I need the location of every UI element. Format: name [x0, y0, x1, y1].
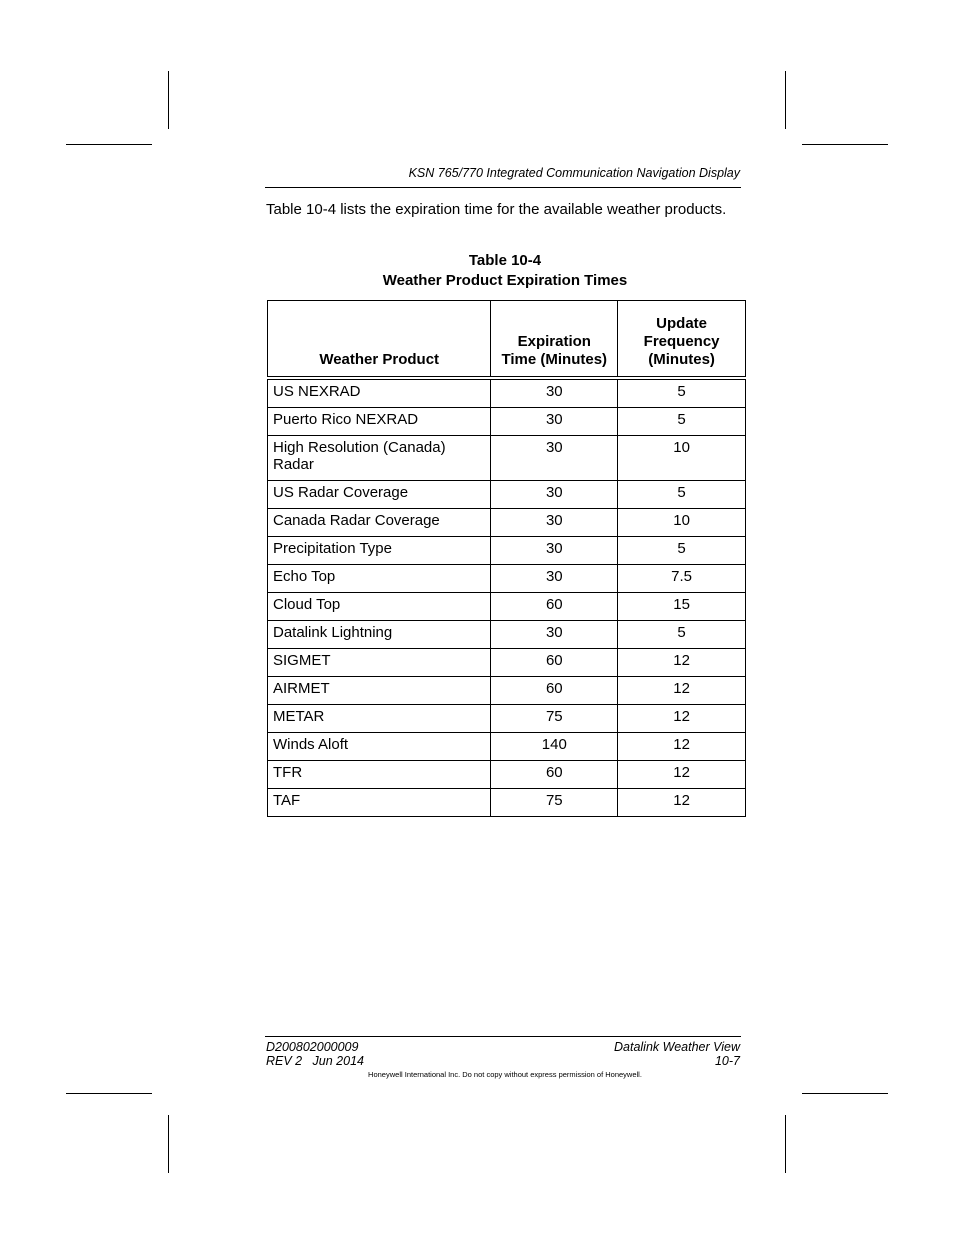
cell-update: 12 [618, 677, 746, 705]
cell-expiration: 30 [491, 378, 618, 408]
crop-mark-bottom-right-horizontal [802, 1093, 888, 1094]
cell-expiration: 30 [491, 509, 618, 537]
table-caption [266, 251, 744, 291]
cell-expiration: 60 [491, 677, 618, 705]
table-row [268, 436, 746, 481]
cell-update: 15 [618, 593, 746, 621]
cell-product: Echo Top [268, 565, 491, 593]
table-row [268, 565, 746, 593]
cell-expiration: 30 [491, 621, 618, 649]
footer-rule [265, 1036, 741, 1037]
table-row [268, 677, 746, 705]
cell-expiration: 60 [491, 761, 618, 789]
table-header-row [268, 301, 746, 379]
table-row [268, 761, 746, 789]
cell-product: Winds Aloft [268, 733, 491, 761]
table-row [268, 649, 746, 677]
cell-update: 12 [618, 761, 746, 789]
cell-update: 5 [618, 408, 746, 436]
header-update-frequency: Update Frequency (Minutes) [618, 301, 746, 379]
cell-update: 10 [618, 436, 746, 481]
table-row [268, 733, 746, 761]
cell-expiration: 60 [491, 649, 618, 677]
crop-mark-bottom-left-vertical [168, 1115, 169, 1173]
cell-expiration: 30 [491, 408, 618, 436]
header-expiration-time: Expiration Time (Minutes) [491, 301, 618, 379]
copyright-notice: Honeywell International Inc. Do not copy without express permission of Honeywell. [368, 1070, 642, 1079]
cell-update: 12 [618, 705, 746, 733]
crop-mark-bottom-left-horizontal [66, 1093, 152, 1094]
cell-product: US Radar Coverage [268, 481, 491, 509]
intro-paragraph: Table 10‐4 lists the expiration time for the available weather products. [266, 201, 727, 218]
cell-product: Datalink Lightning [268, 621, 491, 649]
cell-product: AIRMET [268, 677, 491, 705]
cell-product: METAR [268, 705, 491, 733]
table-number: Table 10‐4 [468, 252, 542, 269]
cell-product: US NEXRAD [268, 378, 491, 408]
table-row [268, 593, 746, 621]
cell-update: 5 [618, 378, 746, 408]
cell-product: TFR [268, 761, 491, 789]
table-row [268, 481, 746, 509]
footer-left [266, 1040, 364, 1068]
cell-expiration: 140 [491, 733, 618, 761]
document-number: D200802000009 [266, 1040, 359, 1054]
cell-expiration: 75 [491, 789, 618, 817]
revision-date: REV 2 Jun 2014 [266, 1054, 364, 1068]
crop-mark-top-left-vertical [168, 71, 169, 129]
cell-product: Canada Radar Coverage [268, 509, 491, 537]
footer-right [614, 1040, 740, 1068]
crop-mark-top-right-vertical [785, 71, 786, 129]
cell-product: SIGMET [268, 649, 491, 677]
cell-update: 12 [618, 789, 746, 817]
table-row [268, 378, 746, 408]
cell-product: Puerto Rico NEXRAD [268, 408, 491, 436]
cell-expiration: 30 [491, 537, 618, 565]
cell-update: 5 [618, 621, 746, 649]
cell-update: 10 [618, 509, 746, 537]
cell-update: 12 [618, 649, 746, 677]
cell-expiration: 60 [491, 593, 618, 621]
cell-expiration: 30 [491, 481, 618, 509]
header-weather-product: Weather Product [268, 301, 491, 379]
cell-product: TAF [268, 789, 491, 817]
table-row [268, 408, 746, 436]
crop-mark-top-left-horizontal [66, 144, 152, 145]
cell-product: High Resolution (Canada) Radar [268, 436, 491, 481]
weather-expiration-table [267, 300, 746, 817]
table-row [268, 509, 746, 537]
table-row [268, 537, 746, 565]
crop-mark-top-right-horizontal [802, 144, 888, 145]
cell-update: 5 [618, 481, 746, 509]
cell-expiration: 30 [491, 436, 618, 481]
table-title: Weather Product Expiration Times [382, 272, 628, 289]
cell-expiration: 30 [491, 565, 618, 593]
header-rule [265, 187, 741, 188]
crop-mark-bottom-right-vertical [785, 1115, 786, 1173]
table-row [268, 705, 746, 733]
page-number: 10-7 [714, 1054, 740, 1068]
cell-product: Cloud Top [268, 593, 491, 621]
cell-update: 5 [618, 537, 746, 565]
cell-expiration: 75 [491, 705, 618, 733]
cell-update: 7.5 [618, 565, 746, 593]
table-row [268, 789, 746, 817]
table-row [268, 621, 746, 649]
running-header-title: KSN 765/770 Integrated Communication Navigation Display [408, 166, 740, 180]
cell-update: 12 [618, 733, 746, 761]
section-name: Datalink Weather View [614, 1040, 740, 1054]
cell-product: Precipitation Type [268, 537, 491, 565]
